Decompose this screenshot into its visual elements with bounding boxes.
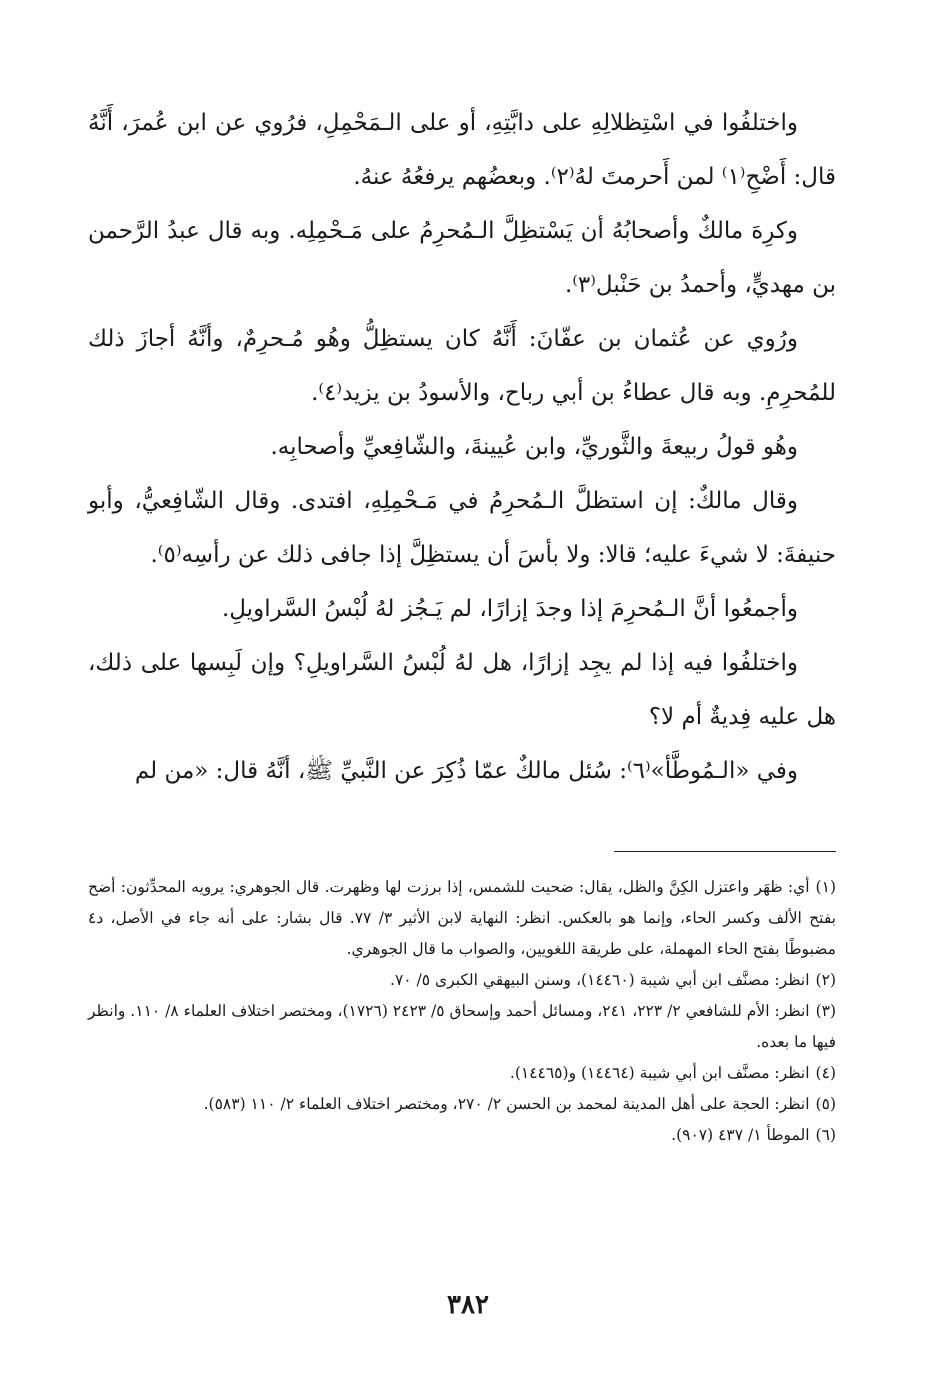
paragraph-6: وأجمعُوا أنَّ الـمُحرِمَ إذا وجدَ إزارًا، لم يَـجُز لهُ لُبْسُ السَّراويلِ.: [221, 596, 798, 622]
footnote-number: (٦): [815, 1126, 836, 1144]
footnote-1: [88, 872, 836, 965]
footnote-separator: [614, 851, 836, 852]
footnote-text: الموطأ ١/ ٤٣٧ (٩٠٧).: [671, 1126, 810, 1144]
footnote-number: (٢): [815, 971, 836, 989]
footnote-text: انظر: مصنَّف ابن أبي شيبة (١٤٤٦٤) و(١٤٤٦٥).: [509, 1064, 810, 1082]
footnote-number: (٣): [815, 1002, 837, 1020]
footnote-3: [88, 996, 836, 1058]
paragraph-7: واختلفُوا فيه إذا لم يجِد إزارًا، هل لهُ لُبْسُ السَّراويلِ؟ وإن لَبِسها على ذلك، هل عليه فِديةٌ أم لا؟: [88, 650, 836, 730]
paragraph-8: وفي «الـمُوطَّأ»⁽٦⁾: سُئل مالكٌ عمّا ذُكِرَ عن النَّبيِّ ﷺ، أنَّهُ قال: «من لم: [134, 758, 798, 784]
footnote-text: انظر: الحجة على أهل المدينة لمحمد بن الحسن ٢/ ٢٧٠، ومختصر اختلاف العلماء ٢/ ١١٠ (٥٨٣).: [203, 1095, 810, 1113]
main-text: [88, 96, 836, 798]
footnote-text: أي: ظهَر واعتزل الكِنَّ والظل، يقال: ضحيت للشمس، إذا برزت لها وظهرت. قال الجوهري: يرويه المحدِّثون: أضح بفتح الألف وكسر الحاء، وإنما هو بالعكس. انظر: النهاية لابن الأثير ٣/ ٧٧. قال بشار: على أنه جاء في الأصل، د٤ مضبوطًا بفتح الحاء المهملة، على طريقة اللغويين، والصواب ما قال الجوهري.: [88, 878, 836, 958]
footnote-6: [88, 1120, 836, 1151]
paragraph-2: وكرِهَ مالكٌ وأصحابُهُ أن يَسْتظِلَّ الـمُحرِمُ على مَـحْمِلِه. وبه قال عبدُ الرَّحمن بن مهديٍّ، وأحمدُ بن حَنْبل⁽٣⁾.: [88, 218, 836, 298]
paragraph-5: وقال مالكٌ: إن استظلَّ الـمُحرِمُ في مَـحْمِلِهِ، افتدى. وقال الشّافِعيُّ، وأبو حنيفةَ: لا شيءَ عليه؛ قالا: ولا بأسَ أن يستظِلَّ إذا جافى ذلك عن رأسِه⁽٥⁾.: [88, 488, 836, 568]
footnotes: [88, 872, 836, 1151]
footnote-5: [88, 1089, 836, 1120]
paragraph-1: واختلفُوا في اسْتِظلالِهِ على دابَّتِهِ، أو على الـمَحْمِلِ، فرُوي عن ابن عُمرَ، أَنَّهُ قال: أَضْحِ⁽١⁾ لمن أَحرمتَ لهُ⁽٢⁾. وبعضُهم يرفعُهُ عنهُ.: [88, 110, 836, 190]
footnote-number: (٤): [815, 1064, 836, 1082]
footnote-number: (١): [815, 878, 836, 896]
page-number: ٣٨٢: [447, 1290, 489, 1320]
footnote-4: [88, 1058, 836, 1089]
footnote-text: انظر: مصنَّف ابن أبي شيبة (١٤٤٦٠)، وسنن البيهقي الكبرى ٥/ ٧٠.: [390, 971, 810, 989]
footnote-number: (٥): [815, 1095, 836, 1113]
paragraph-3: ورُوي عن عُثمان بن عفّانَ: أَنَّهُ كان يستظِلُّ وهُو مُـحرِمٌ، وأنَّهُ أجازَ ذلك للمُحرِمِ. وبه قال عطاءُ بن أبي رباح، والأسودُ بن يزيد⁽٤⁾.: [88, 326, 836, 406]
footnote-text: انظر: الأم للشافعي ٢/ ٢٢٣، ٢٤١، ومسائل أحمد وإسحاق ٥/ ٢٤٢٣ (١٧٢٦)، ومختصر اختلاف العلماء ٨/ ١١٠. وانظر فيها ما بعده.: [88, 1002, 836, 1051]
paragraph-4: وهُو قولُ ربيعةَ والثَّوريِّ، وابن عُيينةَ، والشّافِعيِّ وأصحابِه.: [270, 434, 798, 460]
footnote-2: [88, 965, 836, 996]
